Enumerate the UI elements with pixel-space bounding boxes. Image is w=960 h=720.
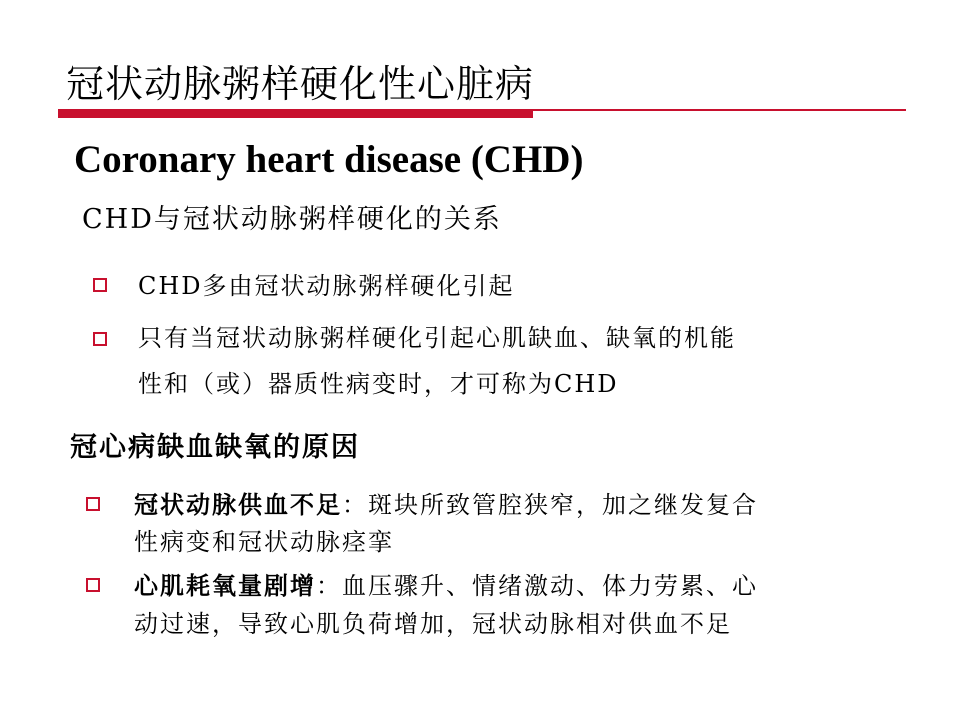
bullet-text (134, 568, 758, 604)
title-underline-thick (58, 111, 533, 118)
bullet-label: 心肌耗氧量剧增 (134, 571, 316, 600)
bullet-square-icon (93, 278, 107, 292)
slide-subtitle: Coronary heart disease (CHD) (74, 138, 584, 181)
bullet-text-continued: 性病变和冠状动脉痉挛 (134, 528, 394, 556)
bullet-square-icon (86, 497, 100, 511)
bullet-square-icon (93, 332, 107, 346)
bullet-detail: ：血压骤升、情绪激动、体力劳累、心 (316, 572, 758, 600)
bullet-text-continued: 动过速，导致心肌负荷增加，冠状动脉相对供血不足 (134, 610, 732, 638)
section-heading-causes: 冠心病缺血缺氧的原因 (70, 432, 360, 463)
bullet-text: 只有当冠状动脉粥样硬化引起心肌缺血、缺氧的机能 (138, 324, 736, 352)
bullet-square-icon (86, 578, 100, 592)
bullet-label: 冠状动脉供血不足 (134, 490, 342, 519)
section-heading-relationship: CHD与冠状动脉粥样硬化的关系 (82, 204, 502, 235)
bullet-detail: ：斑块所致管腔狭窄，加之继发复合 (342, 491, 758, 519)
bullet-text: CHD多由冠状动脉粥样硬化引起 (138, 272, 515, 300)
bullet-text (134, 487, 758, 523)
slide-title: 冠状动脉粥样硬化性心脏病 (66, 62, 535, 106)
bullet-text-continued: 性和（或）器质性病变时，才可称为CHD (138, 370, 619, 398)
